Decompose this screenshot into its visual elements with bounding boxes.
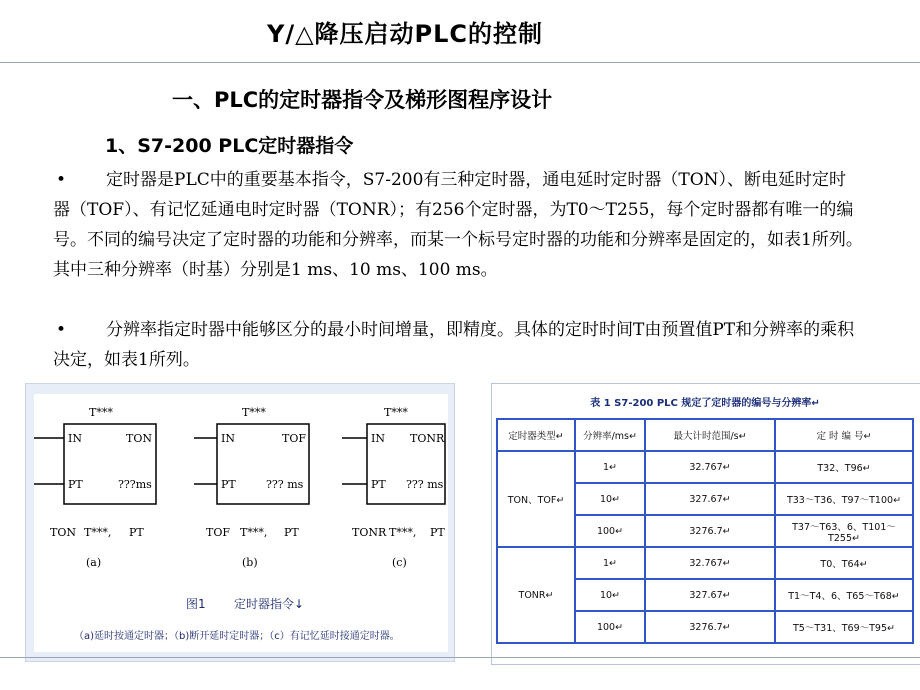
timer-c-syntax-pt: PT (430, 526, 445, 539)
resolution-cell: 10↵ (575, 579, 645, 611)
ids-cell: T33～T36、T97～T100↵ (775, 483, 913, 515)
title-rule (0, 62, 920, 63)
table-row (497, 451, 913, 483)
footer-rule (0, 657, 920, 658)
figure-caption-number: 图1 (186, 597, 206, 611)
timer-b-ms: ??? ms (266, 478, 304, 491)
group-type-cell: TON、TOF↵ (497, 451, 575, 547)
figure-note: （a)延时按通定时器；（b)断开延时定时器；（c）有记忆延时接通定时器。 (74, 631, 400, 642)
ids-cell: T37～T63、6、T101～T255↵ (775, 515, 913, 547)
resolution-cell: 100↵ (575, 611, 645, 643)
paragraph-2 (0, 315, 873, 375)
range-cell: 3276.7↵ (645, 611, 775, 643)
timer-table-panel (491, 383, 920, 665)
timer-b-tag: (b) (242, 556, 258, 569)
header-timer-ids: 定 时 编 号↵ (775, 419, 913, 451)
timer-a-in-label: IN (68, 432, 82, 445)
resolution-cell: 1↵ (575, 547, 645, 579)
range-cell: 327.67↵ (645, 579, 775, 611)
timer-c-in-label: IN (371, 432, 385, 445)
range-cell: 3276.7↵ (645, 515, 775, 547)
timer-a-syntax-t: T***, (84, 526, 112, 539)
timer-c-name: T*** (384, 406, 408, 419)
subtitle: 一、PLC的定时器指令及梯形图程序设计 (172, 88, 553, 112)
timer-c-tag: (c) (392, 556, 407, 569)
table-caption: 表 1 S7-200 PLC 规定了定时器的编号与分辨率↵ (590, 398, 820, 409)
timer-c-type: TONR (410, 432, 445, 445)
ids-cell: T0、T64↵ (775, 547, 913, 579)
timer-b-in-label: IN (221, 432, 235, 445)
timer-b-syntax-type: TOF (206, 526, 230, 539)
timer-a-pt-label: PT (68, 478, 83, 491)
range-cell: 32.767↵ (645, 547, 775, 579)
table-header-row (497, 419, 913, 451)
group-type-cell: TONR↵ (497, 547, 575, 643)
header-max-range: 最大计时范围/s↵ (645, 419, 775, 451)
header-timer-type: 定时器类型↵ (497, 419, 575, 451)
timer-b-type: TOF (282, 432, 306, 445)
timer-blocks-drawing (34, 394, 448, 652)
bullet-2: • (56, 320, 67, 340)
timer-c-pt-label: PT (371, 478, 386, 491)
timer-c-ms: ??? ms (406, 478, 444, 491)
figure-caption: 定时器指令↓ (234, 597, 305, 611)
timer-b-pt-label: PT (221, 478, 236, 491)
timer-figure (25, 383, 455, 662)
bullet-1: • (56, 170, 67, 190)
paragraph-1 (0, 165, 873, 285)
slide-title: Y/△降压启动PLC的控制 (266, 20, 544, 48)
header-resolution: 分辨率/ms↵ (575, 419, 645, 451)
timer-b-syntax-t: T***, (240, 526, 268, 539)
table-row (497, 547, 913, 579)
timer-b-syntax-pt: PT (284, 526, 299, 539)
ids-cell: T32、T96↵ (775, 451, 913, 483)
timer-figure-canvas (34, 394, 448, 652)
ids-cell: T1～T4、6、T65～T68↵ (775, 579, 913, 611)
resolution-cell: 1↵ (575, 451, 645, 483)
timer-a-name: T*** (89, 406, 113, 419)
range-cell: 327.67↵ (645, 483, 775, 515)
resolution-cell: 100↵ (575, 515, 645, 547)
paragraph-2-text: 分辨率指定时器中能够区分的最小时间增量，即精度。具体的定时时间T由预置值PT和分辨率的乘积决定，如表1所列。 (53, 320, 855, 370)
range-cell: 32.767↵ (645, 451, 775, 483)
timer-resolution-table (496, 418, 914, 644)
paragraph-1-text: 定时器是PLC中的重要基本指令，S7-200有三种定时器，通电延时定时器（TON）、断电延时定时器（TOF）、有记忆延通电时定时器（TONR）；有256个定时器，为T0～T255，每个定时器都有唯一的编号。不同的编号决定了定时器的功能和分辨率，而某一个标号定时器的功能和分辨率是固定的，如表1所列。其中三种分辨率（时基）分别是1 ms、10 ms、100 ms。 (53, 170, 863, 280)
timer-a-type: TON (126, 432, 152, 445)
timer-b-name: T*** (242, 406, 266, 419)
section-heading: 1、S7-200 PLC定时器指令 (105, 135, 354, 157)
timer-c-syntax-type: TONR (352, 526, 387, 539)
timer-a-ms: ???ms (118, 478, 152, 491)
ids-cell: T5～T31、T69～T95↵ (775, 611, 913, 643)
timer-c-syntax-t: T***, (389, 526, 417, 539)
resolution-cell: 10↵ (575, 483, 645, 515)
timer-a-syntax-pt: PT (129, 526, 144, 539)
timer-a-syntax-type: TON (50, 526, 76, 539)
timer-a-tag: (a) (86, 556, 102, 569)
